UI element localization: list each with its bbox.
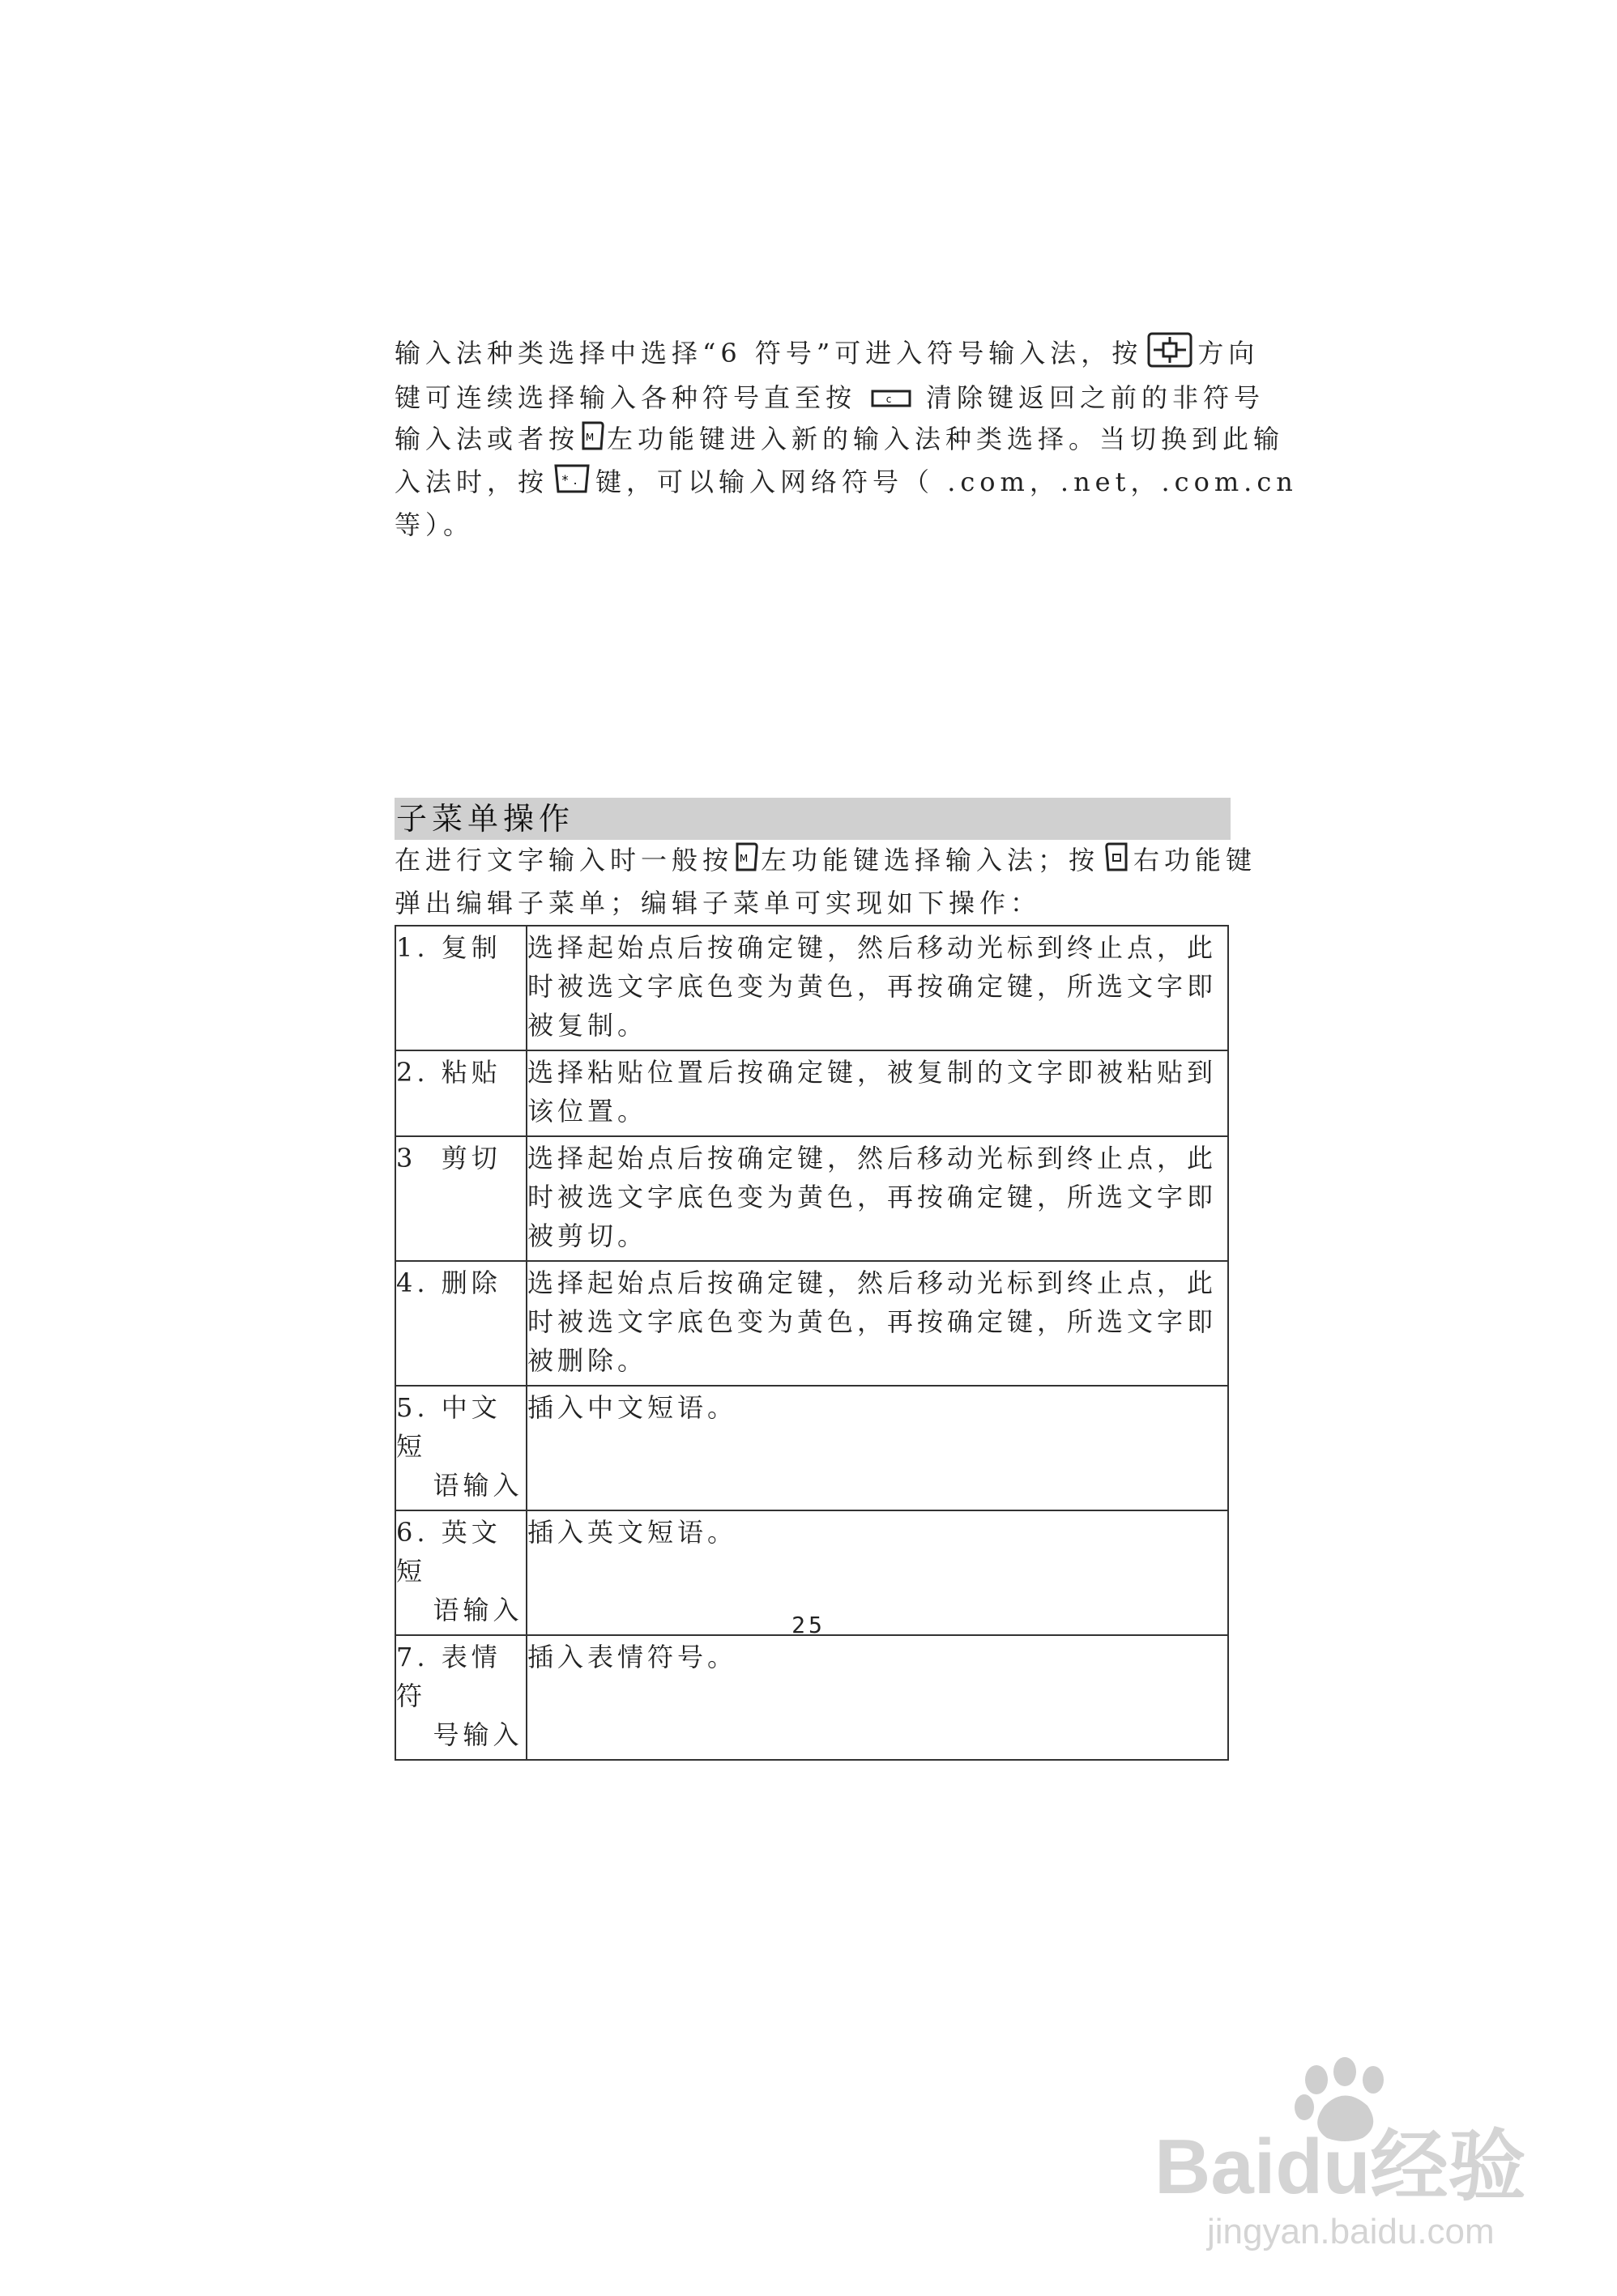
svg-text:Baidu经验: Baidu经验 <box>1154 2123 1526 2210</box>
operation-name: 7. 表情符 号输入 <box>395 1635 527 1760</box>
section-intro-line-2: 弹出编辑子菜单；编辑子菜单可实现如下操作： <box>395 888 1042 918</box>
svg-text:M: M <box>585 431 599 443</box>
star-key-icon <box>553 462 591 505</box>
table-row <box>395 1386 1228 1510</box>
intro-line-4: 入法时，按 *. 键，可以输入网络符号（ .com，.net，.com.cn <box>395 462 1237 505</box>
operation-description: 选择起始点后按确定键，然后移动光标到终止点，此 时被选文字底色变为黄色，再按确定键，所选文字即 被删除。 <box>527 1261 1228 1386</box>
section-intro-line-1: 在进行文字输入时一般按 M 左功能键选择输入法；按 右功能键 <box>395 841 1237 884</box>
dpad-key-icon <box>1147 332 1192 378</box>
page-number: 25 <box>791 1612 826 1638</box>
intro-paragraph <box>395 332 1298 544</box>
baidu-jingyan-watermark-logo <box>1150 2049 1572 2260</box>
operation-name: 2. 粘贴 <box>395 1050 527 1136</box>
operation-description: 插入表情符号。 <box>527 1635 1228 1760</box>
svg-text:c: c <box>885 393 897 405</box>
table-row <box>395 1050 1228 1136</box>
svg-text:jingyan.baidu.com: jingyan.baidu.com <box>1207 2212 1495 2251</box>
clear-key-icon <box>871 381 911 420</box>
left-softkey-icon <box>581 420 605 462</box>
right-softkey-icon <box>1104 841 1128 884</box>
table-row <box>395 926 1228 1050</box>
table-row <box>395 1136 1228 1261</box>
operation-name: 5. 中文短 语输入 <box>395 1386 527 1510</box>
operation-name: 6. 英文短 语输入 <box>395 1510 527 1635</box>
section-heading: 子菜单操作 <box>395 798 1231 840</box>
table-row <box>395 1261 1228 1386</box>
intro-line-1: 输入法种类选择中选择“6 符号”可进入符号输入法，按 方向 <box>395 332 1237 378</box>
table-row <box>395 1635 1228 1760</box>
operation-name: 3 剪切 <box>395 1136 527 1261</box>
left-softkey-icon <box>735 841 759 884</box>
intro-line-3: 输入法或者按 M 左功能键进入新的输入法种类选择。当切换到此输 <box>395 420 1237 462</box>
operation-description: 选择起始点后按确定键，然后移动光标到终止点，此 时被选文字底色变为黄色，再按确定键，所选文字即 被复制。 <box>527 926 1228 1050</box>
svg-text:*.: *. <box>561 471 582 488</box>
svg-text:M: M <box>739 853 753 864</box>
operation-name: 4. 删除 <box>395 1261 527 1386</box>
intro-line-2: 键可连续选择输入各种符号直至按 c 清除键返回之前的非符号 <box>395 378 1237 420</box>
operation-description: 插入英文短语。 <box>527 1510 1228 1635</box>
operation-description: 插入中文短语。 <box>527 1386 1228 1510</box>
operation-description: 选择粘贴位置后按确定键，被复制的文字即被粘贴到 该位置。 <box>527 1050 1228 1136</box>
section-intro <box>395 841 1257 922</box>
operation-name: 1. 复制 <box>395 926 527 1050</box>
operation-description: 选择起始点后按确定键，然后移动光标到终止点，此 时被选文字底色变为黄色，再按确定键，所选文字即 被剪切。 <box>527 1136 1228 1261</box>
intro-line-5: 等）。 <box>395 509 475 540</box>
